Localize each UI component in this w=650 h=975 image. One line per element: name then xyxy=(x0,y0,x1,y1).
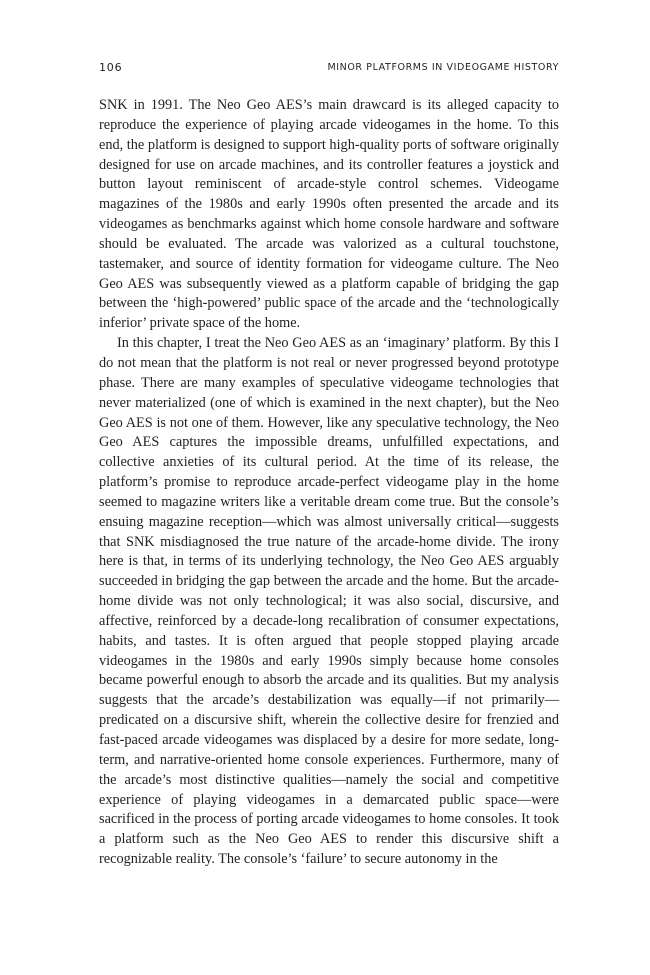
body-text xyxy=(99,96,559,870)
paragraph: In this chapter, I treat the Neo Geo AES as an ‘imaginary’ platform. By this I do not mean that the platform is not real or never progressed beyond prototype phase. There are many examples of speculative videogame technologies that never materialized (one of which is examined in the next chapter), but the Neo Geo AES is not one of them. However, like any speculative technology, the Neo Geo AES captures the impossible dreams, unfulfilled expectations, and collective anxieties of its cultural period. At the time of its release, the platform’s promise to reproduce arcade-perfect videogame play in the home seemed to magazine writers like a veritable dream come true. But the console’s ensuing magazine reception—which was almost universally critical—suggests that SNK misdiagnosed the true nature of the arcade-home divide. The irony here is that, in terms of its underlying technology, the Neo Geo AES arguably succeeded in bridging the gap between the arcade and the home. But the arcade-home divide was not only technological; it was also social, discursive, and affective, reinforced by a decade-long recalibration of consumer expectations, habits, and tastes. It is often argued that people stopped playing arcade videogames in the 1980s and early 1990s simply because home consoles became powerful enough to absorb the arcade and its qualities. But my analysis suggests that the arcade’s destabilization was equally—if not primarily—predicated on a discursive shift, wherein the collective desire for frenzied and fast-paced arcade videogames was displaced by a desire for more sedate, long-term, and narrative-oriented home console experiences. Furthermore, many of the arcade’s most distinctive qualities—namely the social and competitive experience of playing videogames in a demarcated public space—were sacrificed in the process of porting arcade videogames to home consoles. It took a platform such as the Neo Geo AES to render this discursive shift a recognizable reality. The console’s ‘failure’ to secure autonomy in the xyxy=(99,335,559,868)
running-head: MINOR PLATFORMS IN VIDEOGAME HISTORY xyxy=(327,62,559,73)
page-header xyxy=(99,61,559,77)
paragraph: SNK in 1991. The Neo Geo AES’s main drawcard is its alleged capacity to reproduce the experience of playing arcade videogames in the home. To this end, the platform is designed to support high-quality ports of software originally designed for use on arcade machines, and its controller features a joystick and button layout reminiscent of arcade-style control schemes. Videogame magazines of the 1980s and early 1990s often presented the arcade and its videogames as benchmarks against which home console hardware and software should be evaluated. The arcade was valorized as a cultural touchstone, tastemaker, and source of identity formation for videogame culture. The Neo Geo AES was subsequently viewed as a platform capable of bridging the gap between the ‘high-powered’ public space of the arcade and the ‘technologically inferior’ private space of the home. xyxy=(99,97,559,332)
page-number: 106 xyxy=(99,61,123,74)
